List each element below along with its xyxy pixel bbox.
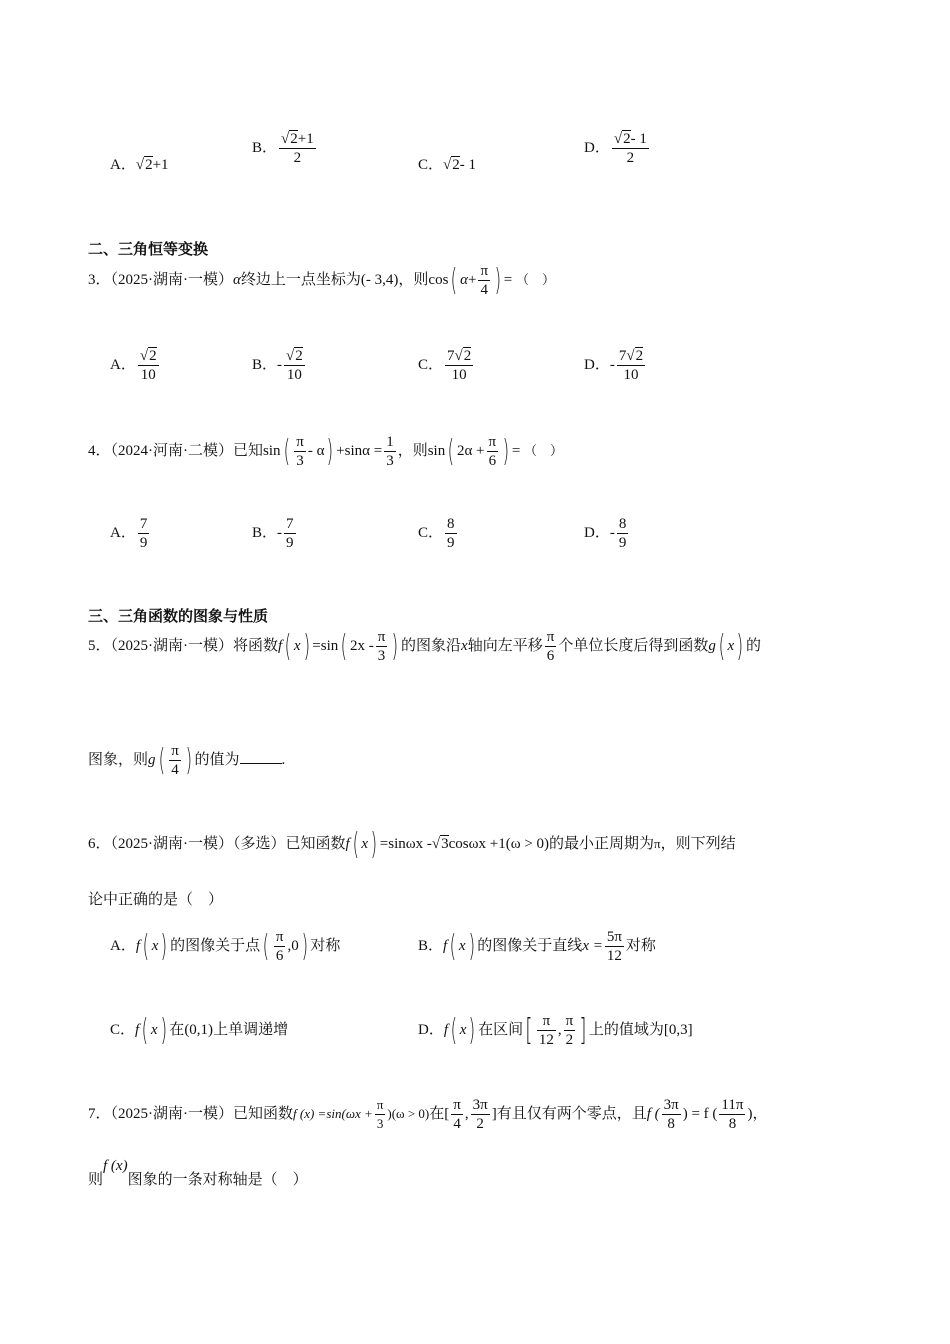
- q2-option-b: B． $\frac{√2+1}{2}$: [252, 131, 314, 166]
- section-title-2: 二、三角恒等变换: [88, 240, 209, 258]
- q3-option-c: C． $\frac{7√2}{10}$: [418, 348, 472, 383]
- question-6: 6．（2025·湖南·一模）（多选）已知函数f( x) =sinωx -√3cosωx +1(ω > 0)的最小正周期为π，则下列结: [88, 826, 736, 862]
- q2-option-a: A．√2+1: [110, 157, 169, 173]
- answer-blank[interactable]: [240, 763, 282, 764]
- section-title-3: 三、三角函数的图象与性质: [88, 607, 269, 625]
- q6-option-d: D．f( x) 在区间[ $\frac{\pi}{12}$ , $\frac{\pi}{2}$ ] 上的值域为[0,3]: [418, 1012, 693, 1048]
- question-7-line-2: 则f (x)图象的一条对称轴是（ ）: [88, 1158, 308, 1188]
- q3-option-a: A． $\frac{√2}{10}$: [110, 348, 157, 383]
- question-5: 5．（2025·湖南·一模）将函数f( x) =sin( 2x - $\frac{\pi}{3}$ ) 的图象沿x轴向左平移 $\frac{\pi}{6}$ 个单位长度后得到函数g( x) 的: [88, 628, 761, 664]
- q4-option-c: C． $\frac{8}{9}$: [418, 516, 455, 551]
- question-5-line-2: 图象，则g( $\frac{\pi}{4}$ ) 的值为 .: [88, 742, 286, 778]
- q6-option-a: A．f( x) 的图像关于点( $\frac{\pi}{6}$ ,0) 对称: [110, 928, 341, 964]
- question-6-line-2: 论中正确的是（ ）: [88, 892, 224, 908]
- question-4: 4．（2024·河南·二模）已知sin( $\frac{\pi}{3}$ - α) +sinα = $\frac{1}{3}$ ，则sin( 2α + $\frac{\pi}{6}$ ) = （ ）: [88, 433, 564, 469]
- q2-option-d: D． $\frac{√2- 1}{2}$: [584, 131, 647, 166]
- q4-option-b: B．- $\frac{7}{9}$: [252, 516, 294, 551]
- q4-option-d: D．- $\frac{8}{9}$: [584, 516, 627, 551]
- q6-option-b: B．f( x) 的图像关于直线x = $\frac{5\pi}{12}$ 对称: [418, 928, 656, 964]
- q6-option-c: C．f( x) 在(0,1)上单调递增: [110, 1012, 289, 1048]
- q3-option-d: D．- $\frac{7√2}{10}$: [584, 348, 644, 383]
- q3-option-b: B．- $\frac{√2}{10}$: [252, 348, 303, 383]
- question-7: 7．（2025·湖南·一模）已知函数f (x) =sin(ωx + $\frac{\pi}{3}$ )(ω > 0)在[ $\frac{\pi}{4}$ , $\frac{3\pi}{2}$ ]有且仅有两个零点，且f ( $\frac{3\pi}{8}$ ) = f ( $\frac{11\pi}{8}$ )，: [88, 1097, 768, 1132]
- q4-option-a: A． $\frac{7}{9}$: [110, 516, 148, 551]
- q2-option-c: C．√2- 1: [418, 157, 476, 173]
- question-3: 3．（2025·湖南·一模）α终边上一点坐标为(- 3,4)，则cos( α+ $\frac{\pi}{4}$ ) = （ ）: [88, 262, 556, 298]
